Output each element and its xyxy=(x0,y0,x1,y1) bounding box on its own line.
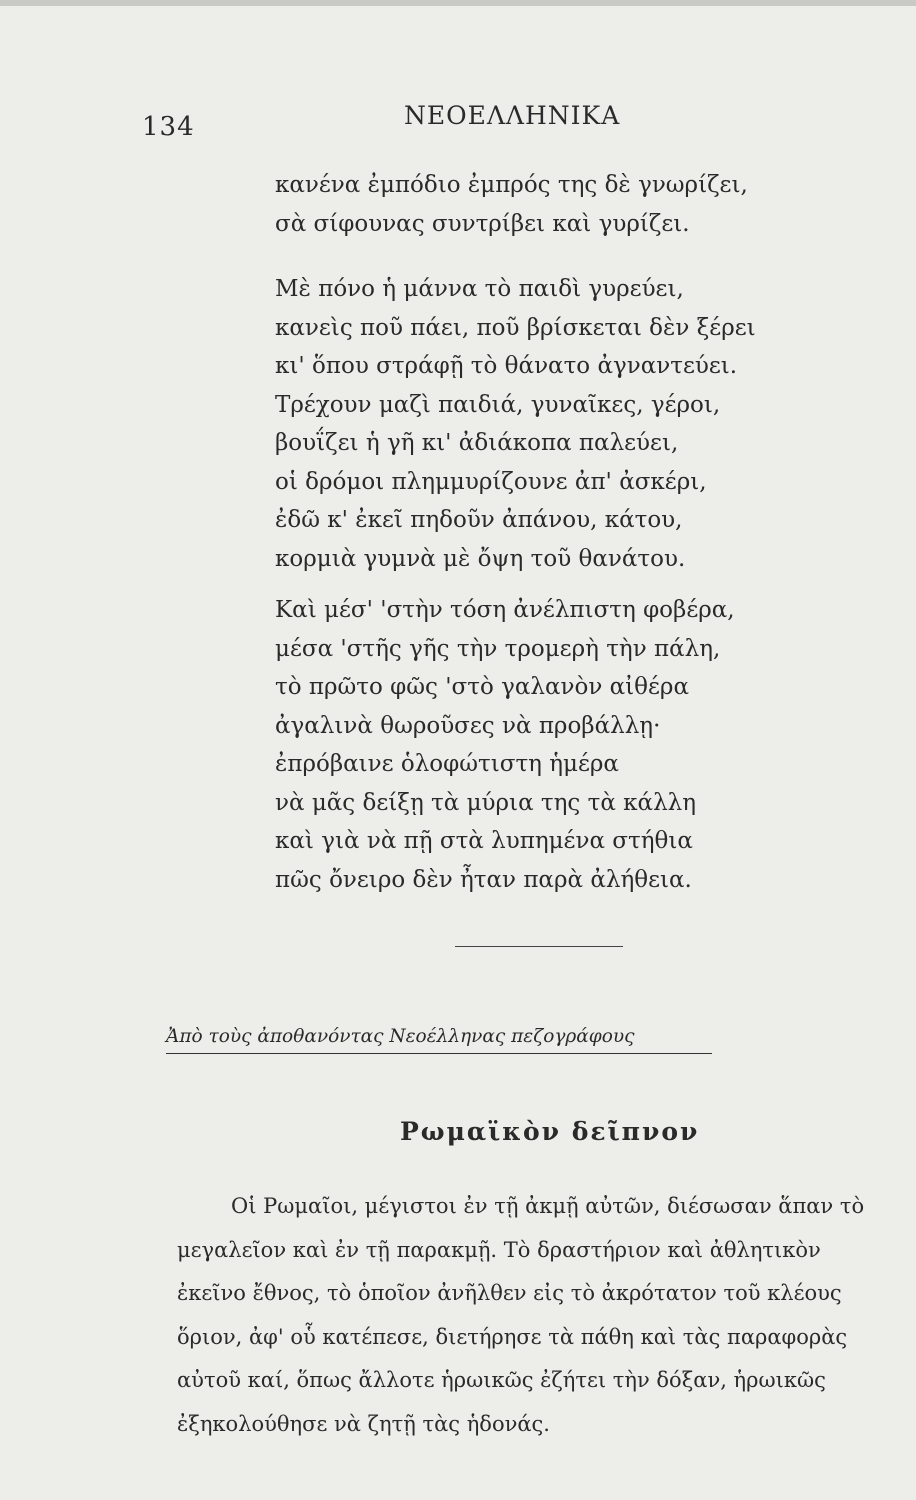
verse-line: μέσα 'στῆς γῆς τὴν τρομερὴ τὴν πάλη, xyxy=(275,635,721,662)
verse-line: ἀγαλινὰ θωροῦσες νὰ προβάλλῃ· xyxy=(275,712,661,739)
verse-line: ἐπρόβαινε ὁλοφώτιστη ἡμέρα xyxy=(275,751,619,777)
verse-line: ἐδῶ κ' ἐκεῖ πηδοῦν ἀπάνου, κάτου, xyxy=(275,507,683,533)
prose-line: Οἱ Ρωμαῖοι, μέγιστοι ἐν τῇ ἀκμῇ αὐτῶν, διέσωσαν ἅπαν τὸ xyxy=(231,1194,865,1218)
verse-line: καὶ γιὰ νὰ πῇ στὰ λυπημένα στήθια xyxy=(275,828,693,854)
section-divider xyxy=(455,946,623,947)
page-top-edge xyxy=(0,0,916,6)
verse-line: βουΐζει ἡ γῆ κι' ἀδιάκοπα παλεύει, xyxy=(275,430,679,456)
article-title: Ρωμαϊκὸν δεῖπνον xyxy=(400,1117,700,1146)
page-number: 134 xyxy=(142,112,195,142)
verse-line: νὰ μᾶς δείξῃ τὰ μύρια της τὰ κάλλη xyxy=(275,789,697,816)
prose-line: ὅριον, ἀφ' οὗ κατέπεσε, διετήρησε τὰ πάθη καὶ τὰς παραφορὰς xyxy=(177,1324,848,1349)
verse-line: Τρέχουν μαζὶ παιδιά, γυναῖκες, γέροι, xyxy=(275,391,721,418)
prose-line: μεγαλεῖον καὶ ἐν τῇ παρακμῇ. Τὸ δραστήριον καὶ ἀθλητικὸν xyxy=(177,1237,821,1262)
verse-line: Μὲ πόνο ἡ μάννα τὸ παιδὶ γυρεύει, xyxy=(275,276,684,302)
prose-line: αὐτοῦ καί, ὅπως ἄλλοτε ἡρωικῶς ἐζήτει τὴν δόξαν, ἡρωικῶς xyxy=(177,1368,826,1392)
running-title: ΝΕΟΕΛΛΗΝΙΚΑ xyxy=(404,101,621,130)
prose-line: ἐκεῖνο ἔθνος, τὸ ὁποῖον ἀνῆλθεν εἰς τὸ ἀκρότατον τοῦ κλέους xyxy=(177,1281,842,1305)
section-header: Ἀπὸ τοὺς ἀποθανόντας Νεοέλληνας πεζογράφους xyxy=(166,1026,712,1054)
verse-line: πῶς ὄνειρο δὲν ἦταν παρὰ ἀλήθεια. xyxy=(275,866,692,893)
poem-stanza xyxy=(275,591,835,899)
poem-stanza xyxy=(275,166,835,243)
verse-line: οἱ δρόμοι πλημμυρίζουνε ἀπ' ἀσκέρι, xyxy=(275,468,707,495)
article-body xyxy=(177,1185,916,1446)
verse-line: Καὶ μέσ' 'στὴν τόση ἀνέλπιστη φοβέρα, xyxy=(275,597,735,623)
verse-line: κορμιὰ γυμνὰ μὲ ὄψη τοῦ θανάτου. xyxy=(275,545,686,572)
verse-line: κανένα ἐμπόδιο ἐμπρός της δὲ γνωρίζει, xyxy=(275,172,748,198)
prose-line: ἐξηκολούθησε νὰ ζητῇ τὰς ἡδονάς. xyxy=(177,1411,550,1436)
poem-stanza xyxy=(275,270,835,578)
verse-line: σὰ σίφουνας συντρίβει καὶ γυρίζει. xyxy=(275,210,690,237)
verse-line: κανεὶς ποῦ πάει, ποῦ βρίσκεται δὲν ξέρει xyxy=(275,314,756,341)
verse-line: τὸ πρῶτο φῶς 'στὸ γαλανὸν αἰθέρα xyxy=(275,674,689,700)
verse-line: κι' ὅπου στράφῇ τὸ θάνατο ἀγναντεύει. xyxy=(275,353,738,379)
